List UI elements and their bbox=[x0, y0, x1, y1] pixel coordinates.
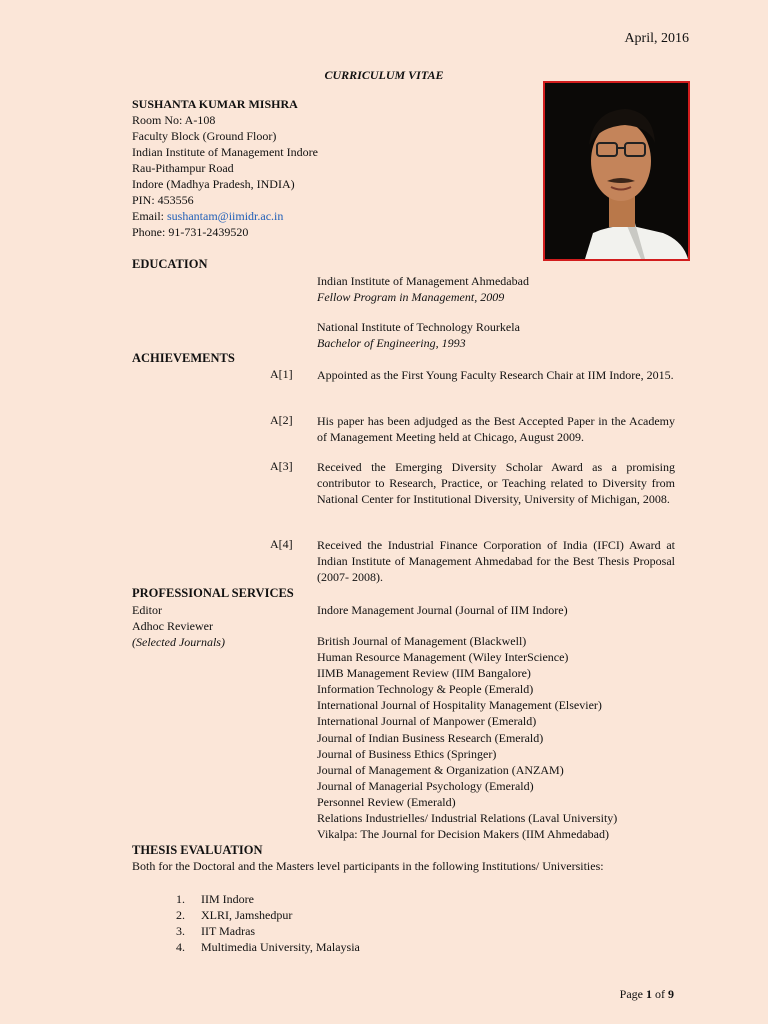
contact-block bbox=[132, 96, 318, 240]
achievement-label: A[2] bbox=[270, 413, 293, 427]
institution-name: Multimedia University, Malaysia bbox=[201, 940, 360, 954]
journal-item: Information Technology & People (Emerald) bbox=[317, 682, 534, 697]
reviewer-label: Adhoc Reviewer bbox=[132, 619, 213, 633]
list-item bbox=[176, 923, 360, 939]
list-number: 3. bbox=[176, 924, 185, 938]
education-degree: Fellow Program in Management, 2009 bbox=[317, 290, 505, 304]
email-label: Email: bbox=[132, 209, 167, 223]
professional-services-heading: PROFESSIONAL SERVICES bbox=[132, 586, 294, 600]
institute-name: Indian Institute of Management Indore bbox=[132, 145, 318, 159]
pin-code: PIN: 453556 bbox=[132, 193, 194, 207]
city: Indore (Madhya Pradesh, INDIA) bbox=[132, 177, 295, 191]
portrait-illustration bbox=[545, 83, 688, 259]
journal-item: Human Resource Management (Wiley InterScience) bbox=[317, 650, 569, 665]
journal-item: International Journal of Hospitality Management (Elsevier) bbox=[317, 698, 602, 713]
education-heading: EDUCATION bbox=[132, 257, 208, 271]
list-item bbox=[176, 891, 360, 907]
institution-name: XLRI, Jamshedpur bbox=[201, 908, 293, 922]
journal-list bbox=[317, 633, 617, 842]
reviewer-note: (Selected Journals) bbox=[132, 635, 225, 649]
journal-item: Journal of Management & Organization (ANZAM) bbox=[317, 762, 564, 777]
list-number: 4. bbox=[176, 940, 185, 954]
list-item bbox=[176, 939, 360, 955]
achievements-heading: ACHIEVEMENTS bbox=[132, 351, 235, 365]
institution-name: IIT Madras bbox=[201, 924, 256, 938]
education-item bbox=[317, 319, 520, 351]
page-of: of bbox=[652, 987, 668, 1001]
education-item bbox=[317, 273, 529, 305]
email-line bbox=[132, 208, 318, 224]
list-item bbox=[176, 907, 360, 923]
achievement-text: Received the Emerging Diversity Scholar Award as a promising contributor to Research, Practice, or Teaching related to Diversity from National Center for Institutional Diversity, University of Michigan, 2008. bbox=[317, 460, 675, 506]
journal-item: Journal of Business Ethics (Springer) bbox=[317, 746, 497, 761]
road: Rau-Pithampur Road bbox=[132, 161, 234, 175]
document-date: April, 2016 bbox=[624, 31, 689, 46]
achievement-text: Appointed as the First Young Faculty Research Chair at IIM Indore, 2015. bbox=[317, 368, 674, 382]
editor-label: Editor bbox=[132, 603, 162, 617]
page-current: 1 bbox=[646, 987, 652, 1001]
journal-item: International Journal of Manpower (Emerald) bbox=[317, 714, 537, 729]
journal-item: British Journal of Management (Blackwell) bbox=[317, 634, 527, 648]
education-institution: Indian Institute of Management Ahmedabad bbox=[317, 274, 529, 288]
journal-item: Journal of Managerial Psychology (Emerald) bbox=[317, 778, 534, 793]
person-name: SUSHANTA KUMAR MISHRA bbox=[132, 97, 298, 111]
journal-item: Relations Industrielles/ Industrial Relations (Laval University) bbox=[317, 811, 618, 826]
editor-journal: Indore Management Journal (Journal of IIM Indore) bbox=[317, 603, 568, 617]
journal-item: Vikalpa: The Journal for Decision Makers (IIM Ahmedabad) bbox=[317, 827, 609, 842]
achievement-label: A[1] bbox=[270, 367, 293, 381]
page-label: Page bbox=[619, 987, 646, 1001]
education-degree: Bachelor of Engineering, 1993 bbox=[317, 336, 466, 350]
document-title: CURRICULUM VITAE bbox=[324, 68, 444, 82]
journal-item: IIMB Management Review (IIM Bangalore) bbox=[317, 666, 531, 681]
achievement-text: His paper has been adjudged as the Best Accepted Paper in the Academy of Management Meeting held at Chicago, August 2009. bbox=[317, 414, 675, 444]
achievement-label: A[3] bbox=[270, 459, 293, 473]
email-link[interactable]: sushantam@iimidr.ac.in bbox=[167, 209, 284, 223]
phone: Phone: 91-731-2439520 bbox=[132, 225, 249, 239]
room-number: Room No: A-108 bbox=[132, 113, 216, 127]
page-total: 9 bbox=[668, 987, 674, 1001]
page-number bbox=[620, 987, 674, 1002]
journal-item: Journal of Indian Business Research (Emerald) bbox=[317, 730, 544, 745]
list-number: 2. bbox=[176, 908, 185, 922]
list-number: 1. bbox=[176, 892, 185, 906]
journal-item: Personnel Review (Emerald) bbox=[317, 794, 456, 809]
thesis-institution-list bbox=[176, 891, 360, 955]
faculty-block: Faculty Block (Ground Floor) bbox=[132, 129, 277, 143]
profile-photo bbox=[543, 81, 690, 261]
achievement-text: Received the Industrial Finance Corporation of India (IFCI) Award at Indian Institute of Management Ahmedabad for the Best Thesis Proposal (2007- 2008). bbox=[317, 538, 675, 584]
thesis-heading: THESIS EVALUATION bbox=[132, 843, 263, 857]
thesis-description: Both for the Doctoral and the Masters level participants in the following Institutions/ Universities: bbox=[132, 859, 604, 873]
education-institution: National Institute of Technology Rourkela bbox=[317, 320, 520, 334]
achievement-label: A[4] bbox=[270, 537, 293, 551]
institution-name: IIM Indore bbox=[201, 892, 254, 906]
